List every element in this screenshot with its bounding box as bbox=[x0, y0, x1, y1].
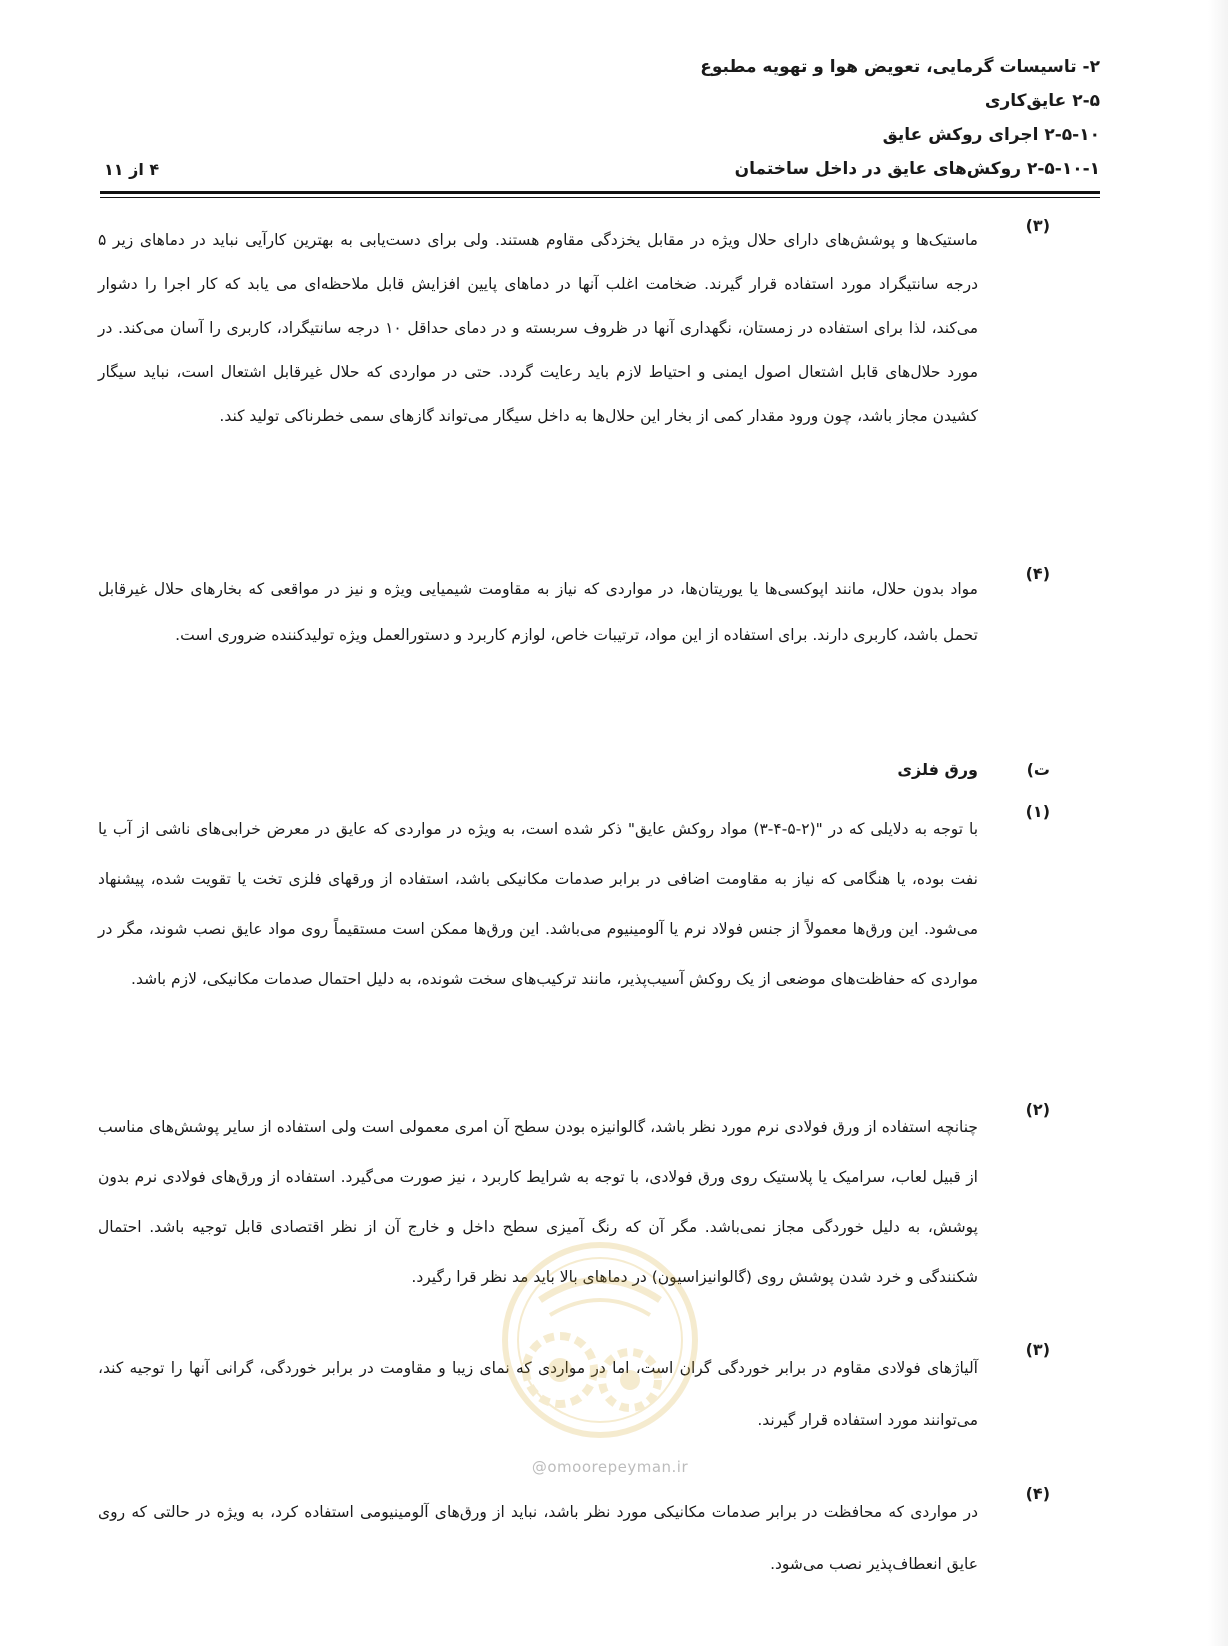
metal-sheet-item-3 bbox=[98, 1340, 1050, 1446]
paragraph-number: (۴) bbox=[1025, 564, 1050, 583]
header-chapter: ۲- تاسیسات گرمایی، تعویض هوا و تهویه مطبوع bbox=[700, 57, 1100, 77]
page-number: ۴ از ۱۱ bbox=[104, 160, 160, 179]
header-section: ۲-۵ عایق‌کاری bbox=[984, 91, 1100, 111]
header-rule-thin bbox=[100, 197, 1100, 198]
document-header bbox=[100, 50, 1100, 186]
paragraph-text: ماستیک‌ها و پوشش‌های دارای حلال ویژه در مقابل یخزدگی مقاوم هستند. ولی برای دست‌یابی به بهترین کارآیی نباید در دماهای زیر ۵ درجه سانتیگراد مورد استفاده قرار گیرند. ضخامت اغلب آنها در دماهای پایین افزایش قابل ملاحظه‌ای می یابد که کار اجرا را دشوار می‌کند، لذا برای استفاده در زمستان، نگهداری آنها در ظروف سربسته و در دمای حداقل ۱۰ درجه سانتیگراد، کاربری را آسان می‌کند. در مورد حلال‌های قابل اشتعال اصول ایمنی و احتیاط لازم باید رعایت گردد. حتی در مواردی که حلال غیرقابل اشتعال است، نباید سیگار کشیدن مجاز باشد، چون ورود مقدار کمی از بخار این حلال‌ها به داخل سیگار می‌تواند گازهای سمی خطرناکی تولید کند. bbox=[98, 231, 978, 425]
paragraph-text: مواد بدون حلال، مانند اپوکسی‌ها یا یوریتان‌ها، در مواردی که نیاز به مقاومت شیمیایی ویژه و نیز در مواقعی که بخارهای حلال غیرقابل تحمل باشد، کاربری دارند. برای استفاده از این مواد، ترتیبات خاص، لوازم کاربرد و دستورالعمل ویژه تولیدکننده ضروری است. bbox=[98, 580, 978, 644]
section-title: ورق فلزی bbox=[897, 760, 978, 779]
paragraph-3 bbox=[98, 216, 1050, 438]
paragraph-number: (۳) bbox=[1025, 216, 1050, 235]
header-subsection: ۲-۵-۱۰ اجرای روکش عایق bbox=[882, 125, 1100, 145]
paragraph-text: چنانچه استفاده از ورق فولادی نرم مورد نظر باشد، گالوانیزه بودن سطح آن امری معمولی است ولی استفاده از سایر پوشش‌های مناسب از قبیل لعاب، سرامیک یا پلاستیک روی ورق فولادی، با توجه به شرایط کاربرد ، نیز صورت می‌گیرد. استفاده از ورق‌های فولادی نرم بدون پوشش، به دلیل خوردگی مجاز نمی‌باشد. مگر آن که رنگ آمیزی سطح داخل و خارج آن از نظر اقتصادی قابل توجیه باشد. احتمال شکنندگی و خرد شدن پوشش روی (گالوانیزاسیون) در دماهای بالا باید مد نظر قرا رگیرد. bbox=[98, 1118, 978, 1286]
paragraph-text: با توجه به دلایلی که در "(۲-۵-۴-۳) مواد روکش عایق" ذکر شده است، به ویژه در مواردی که عایق در معرض خرابی‌های ناشی از آب یا نفت بوده، یا هنگامی که نیاز به مقاومت اضافی در برابر صدمات مکانیکی باشد، استفاده از ورقهای فلزی تخت یا تقویت شده، پیشنهاد می‌شود. این ورق‌ها معمولاً از جنس فولاد نرم یا آلومینیوم می‌باشد. این ورق‌ها ممکن است مستقیماً روی مواد عایق نصب شوند، مگر در مواردی که حفاظت‌های موضعی از یک روکش آسیب‌پذیر، مانند ترکیب‌های سخت شونده، به دلیل احتمال صدمات مکانیکی، لازم باشد. bbox=[98, 820, 979, 988]
metal-sheet-item-4 bbox=[98, 1484, 1050, 1590]
paragraph-number: (۲) bbox=[1025, 1100, 1050, 1119]
scan-edge bbox=[1208, 0, 1228, 1646]
paragraph-number: (۱) bbox=[1025, 802, 1050, 821]
paragraph-4 bbox=[98, 564, 1050, 658]
metal-sheet-item-2 bbox=[98, 1100, 1050, 1302]
paragraph-number: (۴) bbox=[1025, 1484, 1050, 1503]
metal-sheet-item-1 bbox=[98, 802, 1050, 1004]
header-subsubsection: ۲-۵-۱۰-۱ روکش‌های عایق در داخل ساختمان bbox=[734, 159, 1100, 179]
paragraph-text: آلیاژهای فولادی مقاوم در برابر خوردگی گران است، اما در مواردی که نمای زیبا و مقاومت در برابر خوردگی، گرانی آنها را توجیه کند، می‌توانند مورد استفاده قرار گیرند. bbox=[98, 1359, 978, 1429]
paragraph-text: در مواردی که محافظت در برابر صدمات مکانیکی مورد نظر باشد، نباید از ورق‌های آلومینیومی استفاده کرد، به ویژه در حالتی که روی عایق انعطاف‌پذیر نصب می‌شود. bbox=[98, 1503, 978, 1573]
watermark-url: @omoorepeyman.ir bbox=[531, 1458, 689, 1476]
section-label: ت) bbox=[1026, 760, 1050, 779]
header-rule-thick bbox=[100, 191, 1100, 194]
paragraph-number: (۳) bbox=[1025, 1340, 1050, 1359]
